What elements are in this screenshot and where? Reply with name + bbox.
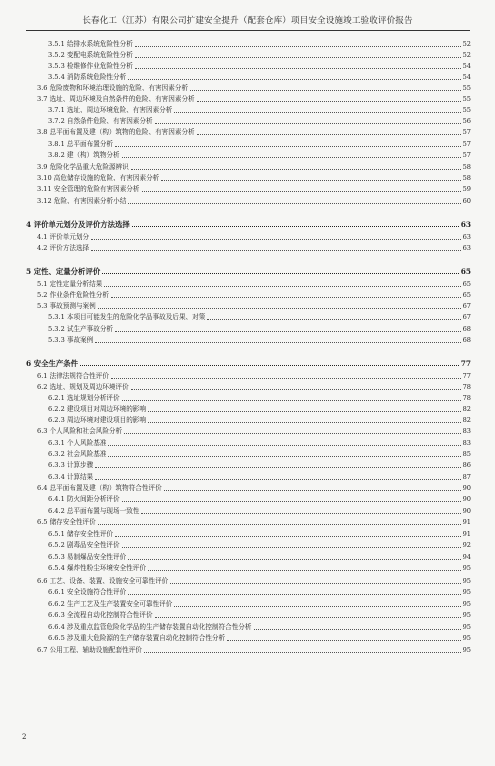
toc-entry[interactable] xyxy=(37,299,471,310)
toc-dot-leader xyxy=(197,134,461,135)
toc-entry[interactable] xyxy=(37,160,471,171)
toc-entry[interactable] xyxy=(48,37,471,48)
toc-entry-page: 67 xyxy=(462,302,471,311)
toc-dot-leader xyxy=(95,479,460,480)
toc-entry-page: 82 xyxy=(462,405,471,414)
toc-dot-leader xyxy=(124,433,460,434)
toc-entry-title: 6.2.3 周边环境对建设项目的影响 xyxy=(48,416,146,425)
toc-entry[interactable] xyxy=(48,402,471,413)
toc-entry-page: 95 xyxy=(462,634,471,643)
toc-entry-title: 6.3.1 个人风险基准 xyxy=(48,439,107,448)
toc-entry-page: 55 xyxy=(462,84,471,93)
toc-entry-title: 6.5.4 爆炸性粉尘环境安全性评价 xyxy=(48,564,146,573)
toc-dot-leader xyxy=(155,617,461,618)
toc-entry-title: 6.6.5 涉及重大危险源的生产储存装置自动化控制符合性分析 xyxy=(48,634,226,643)
toc-entry-page: 85 xyxy=(462,450,471,459)
toc-dot-leader xyxy=(164,490,461,491)
toc-entry[interactable] xyxy=(48,310,471,321)
page-number: 2 xyxy=(22,733,27,741)
toc-entry-page: 63 xyxy=(462,244,471,253)
toc-dot-leader xyxy=(131,389,461,390)
toc-dot-leader xyxy=(91,250,460,251)
toc-entry[interactable] xyxy=(48,561,471,572)
toc-entry[interactable] xyxy=(37,424,471,435)
toc-entry[interactable] xyxy=(37,515,471,526)
toc-entry-page: 68 xyxy=(462,336,471,345)
toc-dot-leader xyxy=(115,146,461,147)
toc-entry-title: 4.2 评价方法选择 xyxy=(37,244,90,253)
toc-chapter-entry[interactable] xyxy=(26,356,471,367)
toc-entry-page: 58 xyxy=(462,163,471,172)
toc-entry-title: 3.9 危险化学品重大危险源辨识 xyxy=(37,163,129,172)
toc-dot-leader xyxy=(141,513,460,514)
toc-entry[interactable] xyxy=(37,92,471,103)
toc-entry-title: 6.3.4 计算结果 xyxy=(48,473,94,482)
toc-entry-page: 78 xyxy=(462,383,471,392)
toc-chapter-entry[interactable] xyxy=(26,217,471,228)
toc-dot-leader xyxy=(170,583,460,584)
toc-entry-title: 3.6 危险废物和环境治理设施的危险、有害因素分析 xyxy=(37,84,189,93)
toc-entry[interactable] xyxy=(48,48,471,59)
toc-entry[interactable] xyxy=(37,574,471,585)
toc-entry[interactable] xyxy=(48,59,471,70)
toc-entry-page: 58 xyxy=(462,174,471,183)
toc-entry-page: 56 xyxy=(462,117,471,126)
toc-entry[interactable] xyxy=(48,538,471,549)
toc-entry[interactable] xyxy=(37,241,471,252)
toc-entry-page: 91 xyxy=(462,518,471,527)
toc-entry-title: 6 安全生产条件 xyxy=(26,358,79,368)
toc-dot-leader xyxy=(108,445,460,446)
toc-entry-page: 90 xyxy=(462,484,471,493)
toc-dot-leader xyxy=(142,191,461,192)
toc-entry-page: 67 xyxy=(462,313,471,322)
toc-dot-leader xyxy=(197,101,461,102)
toc-entry-page: 94 xyxy=(462,553,471,562)
toc-entry-title: 6.2.1 选址规划分析评价 xyxy=(48,394,120,403)
toc-entry-title: 3.11 安全管理的危险有害因素分析 xyxy=(37,185,140,194)
toc-dot-leader xyxy=(174,112,460,113)
toc-entry-page: 90 xyxy=(462,495,471,504)
toc-entry[interactable] xyxy=(48,436,471,447)
toc-entry-page: 59 xyxy=(462,185,471,194)
toc-entry-page: 82 xyxy=(462,416,471,425)
toc-entry-title: 3.8 总平面布置及建（构）筑物的危险、有害因素分析 xyxy=(37,128,195,137)
toc-entry-title: 6.5 储存安全性评价 xyxy=(37,518,96,527)
toc-dot-leader xyxy=(115,331,461,332)
toc-dot-leader xyxy=(190,90,461,91)
toc-entry-page: 63 xyxy=(460,219,471,229)
toc-dot-leader xyxy=(98,524,461,525)
toc-dot-leader xyxy=(128,203,460,204)
toc-entry-page: 65 xyxy=(462,280,471,289)
toc-entry-title: 5.3.1 本项目可能发生的危险化学品事故及后果、对策 xyxy=(48,313,206,322)
toc-dot-leader xyxy=(254,629,461,630)
toc-dot-leader xyxy=(111,378,461,379)
toc-entry-title: 3.7 选址、周边环境及自然条件的危险、有害因素分析 xyxy=(37,95,195,104)
toc-entry-page: 65 xyxy=(462,291,471,300)
toc-entry-page: 92 xyxy=(462,541,471,550)
toc-entry[interactable] xyxy=(37,380,471,391)
toc-entry-page: 63 xyxy=(462,233,471,242)
toc-entry-page: 55 xyxy=(462,95,471,104)
toc-entry-title: 3.7.2 自然条件危险、有害因素分析 xyxy=(48,117,153,126)
toc-entry-page: 77 xyxy=(462,372,471,381)
toc-entry-title: 5 定性、定量分析评价 xyxy=(26,266,101,276)
toc-dot-leader xyxy=(122,501,461,502)
toc-entry-title: 3.5.2 变配电系统危险性分析 xyxy=(48,51,133,60)
toc-dot-leader xyxy=(128,79,460,80)
toc-entry-title: 6.4 总平面布置及建（构）筑物符合性评价 xyxy=(37,484,162,493)
toc-dot-leader xyxy=(128,594,460,595)
toc-entry-page: 68 xyxy=(462,325,471,334)
toc-entry[interactable] xyxy=(48,148,471,159)
toc-entry[interactable] xyxy=(48,70,471,81)
toc-entry-title: 3.12 危险、有害因素分析小结 xyxy=(37,197,127,206)
toc-entry-title: 3.8.2 建（构）筑物分析 xyxy=(48,151,120,160)
toc-entry-title: 5.2 作业条件危险性分析 xyxy=(37,291,109,300)
toc-entry-title: 3.5.3 检维修作业危险性分析 xyxy=(48,62,133,71)
toc-entry-title: 3.8.1 总平面布置分析 xyxy=(48,140,114,149)
toc-entry-title: 6.6 工艺、设备、装置、设施安全可靠性评价 xyxy=(37,577,169,586)
toc-entry-page: 55 xyxy=(462,106,471,115)
toc-entry-page: 95 xyxy=(462,646,471,655)
toc-dot-leader xyxy=(122,400,461,401)
toc-entry[interactable] xyxy=(37,171,471,182)
toc-entry[interactable] xyxy=(48,492,471,503)
toc-dot-leader xyxy=(131,169,461,170)
toc-entry-title: 6.3.2 社会风险基准 xyxy=(48,450,107,459)
toc-dot-leader xyxy=(95,342,460,343)
toc-entry[interactable] xyxy=(48,103,471,114)
toc-entry-title: 4 评价单元划分及评价方法选择 xyxy=(26,219,130,229)
toc-dot-leader xyxy=(122,547,461,548)
toc-entry-title: 3.10 高危储存设施的危险、有害因素分析 xyxy=(37,174,160,183)
toc-dot-leader xyxy=(128,559,460,560)
toc-dot-leader xyxy=(102,273,458,274)
toc-dot-leader xyxy=(148,570,461,571)
toc-entry[interactable] xyxy=(37,182,471,193)
toc-entry-page: 95 xyxy=(462,611,471,620)
toc-dot-leader xyxy=(108,456,460,457)
toc-entry-page: 86 xyxy=(462,461,471,470)
toc-dot-leader xyxy=(95,467,460,468)
toc-entry[interactable] xyxy=(48,597,471,608)
toc-entry[interactable] xyxy=(48,631,471,642)
toc-entry[interactable] xyxy=(48,447,471,458)
toc-entry[interactable] xyxy=(48,608,471,619)
toc-entry-page: 77 xyxy=(460,358,471,368)
toc-entry[interactable] xyxy=(48,585,471,596)
toc-entry-title: 6.7 公用工程、辅助设施配套性评价 xyxy=(37,646,142,655)
toc-entry[interactable] xyxy=(48,137,471,148)
toc-entry-title: 6.3 个人风险和社会风险分析 xyxy=(37,427,123,436)
toc-entry[interactable] xyxy=(37,288,471,299)
toc-entry-title: 6.5.3 易制爆品安全性评价 xyxy=(48,553,127,562)
toc-dot-leader xyxy=(122,157,461,158)
toc-entry[interactable] xyxy=(37,643,471,654)
toc-dot-leader xyxy=(98,308,461,309)
toc-entry[interactable] xyxy=(48,391,471,402)
toc-entry-page: 90 xyxy=(462,507,471,516)
toc-entry[interactable] xyxy=(37,125,471,136)
toc-entry-title: 6.6.1 安全设施符合性评价 xyxy=(48,588,127,597)
toc-dot-leader xyxy=(227,640,460,641)
toc-entry-title: 4.1 评价单元划分 xyxy=(37,233,90,242)
toc-entry[interactable] xyxy=(37,81,471,92)
toc-entry-title: 6.6.4 涉及重点监管危险化学品的生产储存装置自动化控制符合性分析 xyxy=(48,623,252,632)
toc-entry-title: 6.4.2 总平面布置与现场一致性 xyxy=(48,507,140,516)
toc-dot-leader xyxy=(111,297,461,298)
toc-entry-title: 6.6.2 生产工艺及生产装置安全可靠性评价 xyxy=(48,600,173,609)
toc-dot-leader xyxy=(148,422,461,423)
toc-entry-page: 52 xyxy=(462,51,471,60)
toc-entry[interactable] xyxy=(48,470,471,481)
toc-entry-page: 87 xyxy=(462,473,471,482)
toc-dot-leader xyxy=(155,123,461,124)
toc-entry-page: 65 xyxy=(460,266,471,276)
toc-entry-title: 3.5.4 消防系统危险性分析 xyxy=(48,73,127,82)
toc-dot-leader xyxy=(132,226,459,227)
toc-entry[interactable] xyxy=(48,620,471,631)
toc-entry[interactable] xyxy=(48,527,471,538)
toc-entry-page: 95 xyxy=(462,588,471,597)
toc-entry-title: 5.1 定性定量分析结果 xyxy=(37,280,103,289)
toc-entry-title: 6.5.1 储存安全性评价 xyxy=(48,530,114,539)
toc-dot-leader xyxy=(161,180,460,181)
toc-entry[interactable] xyxy=(37,230,471,241)
toc-entry[interactable] xyxy=(37,369,471,380)
toc-dot-leader xyxy=(135,68,461,69)
toc-dot-leader xyxy=(207,319,460,320)
toc-entry[interactable] xyxy=(48,322,471,333)
toc-entry[interactable] xyxy=(48,550,471,561)
toc-dot-leader xyxy=(148,411,461,412)
toc-dot-leader xyxy=(135,57,461,58)
toc-entry-page: 60 xyxy=(462,197,471,206)
toc-entry-page: 57 xyxy=(462,128,471,137)
toc-dot-leader xyxy=(144,652,461,653)
toc-entry-page: 54 xyxy=(462,62,471,71)
toc-entry[interactable] xyxy=(48,458,471,469)
toc-entry[interactable] xyxy=(48,114,471,125)
toc-entry-title: 6.2.2 建设项目对周边环境的影响 xyxy=(48,405,146,414)
toc-entry-page: 95 xyxy=(462,623,471,632)
toc-entry-page: 91 xyxy=(462,530,471,539)
toc-entry-page: 83 xyxy=(462,427,471,436)
toc-entry-page: 52 xyxy=(462,40,471,49)
toc-chapter-entry[interactable] xyxy=(26,264,471,275)
toc-entry-title: 6.5.2 剧毒品安全性评价 xyxy=(48,541,120,550)
page-header-title: 长春化工（江苏）有限公司扩建安全提升（配套仓库）项目安全设施竣工验收评价报告 xyxy=(82,16,413,26)
toc-entry-page: 57 xyxy=(462,140,471,149)
toc-entry-title: 3.7.1 选址、周边环境危险、有害因素分析 xyxy=(48,106,173,115)
toc-entry-title: 5.3 事故预测与案例 xyxy=(37,302,96,311)
toc-entry-title: 6.2 选址、规划及周边环境评价 xyxy=(37,383,129,392)
toc-entry-title: 5.3.3 事故案例 xyxy=(48,336,94,345)
toc-entry-page: 95 xyxy=(462,577,471,586)
toc-entry[interactable] xyxy=(48,333,471,344)
toc-entry[interactable] xyxy=(37,481,471,492)
toc-entry-page: 95 xyxy=(462,564,471,573)
toc-dot-leader xyxy=(135,46,461,47)
toc-entry[interactable] xyxy=(48,413,471,424)
toc-dot-leader xyxy=(104,286,460,287)
toc-entry-title: 6.6.3 全流程自动化控制符合性评价 xyxy=(48,611,153,620)
toc-entry-page: 78 xyxy=(462,394,471,403)
toc-entry-title: 3.5.1 给排水系统危险性分析 xyxy=(48,40,133,49)
toc-entry-title: 6.1 法律法规符合性评价 xyxy=(37,372,109,381)
toc-entry-title: 5.3.2 试生产事故分析 xyxy=(48,325,114,334)
toc-dot-leader xyxy=(80,365,459,366)
toc-entry-page: 83 xyxy=(462,439,471,448)
toc-entry-page: 95 xyxy=(462,600,471,609)
toc-entry-title: 6.4.1 防火间距分析评价 xyxy=(48,495,120,504)
toc-entry-page: 54 xyxy=(462,73,471,82)
toc-dot-leader xyxy=(115,536,461,537)
toc-entry[interactable] xyxy=(37,277,471,288)
toc-entry[interactable] xyxy=(48,504,471,515)
toc-dot-leader xyxy=(91,239,460,240)
toc-entry[interactable] xyxy=(37,194,471,205)
toc-entry-page: 57 xyxy=(462,151,471,160)
toc-entry-title: 6.3.3 计算步骤 xyxy=(48,461,94,470)
toc-dot-leader xyxy=(174,606,460,607)
